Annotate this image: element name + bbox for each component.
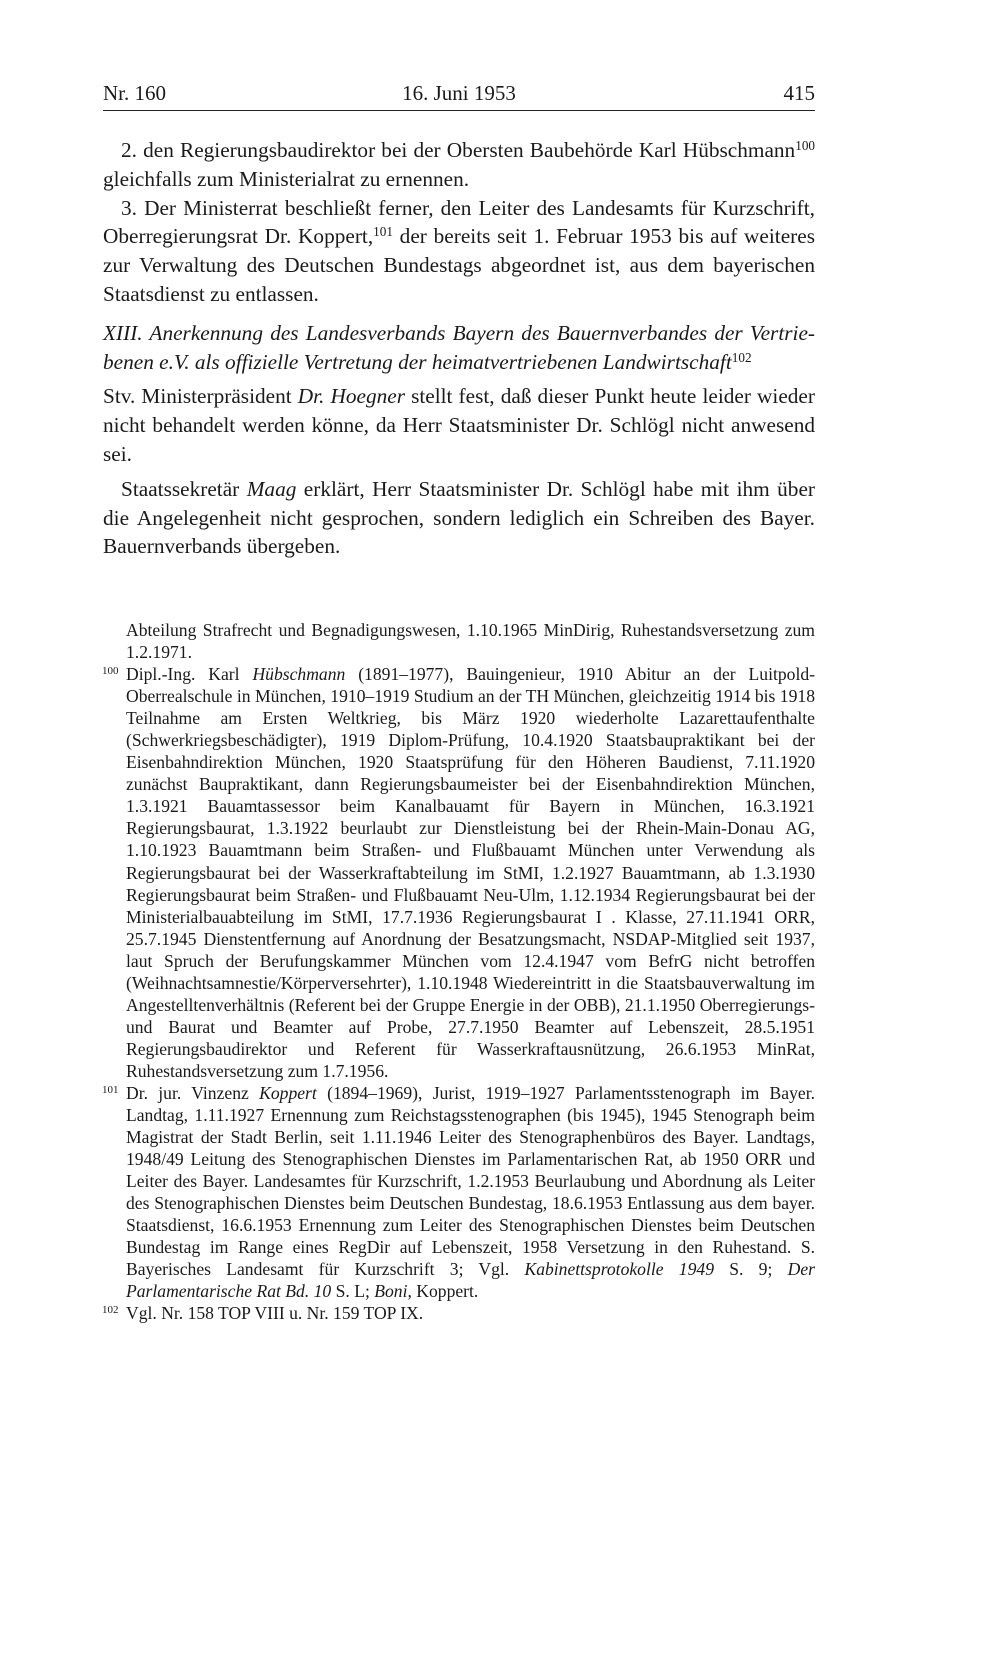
footnote-number: 102 — [102, 1304, 119, 1317]
header-date: 16. Juni 1953 — [402, 81, 516, 105]
paragraph-text: erklärt, Herr Staatsminister Dr. Schlögl habe mit ihm über die Angelegenheit nicht gesprochen, sondern lediglich ein Schreiben des Bayer. Bauernverbands übergeben. — [103, 476, 815, 559]
footnote-101 — [103, 1082, 815, 1302]
footnote-text: Vgl. Nr. 158 TOP VIII u. Nr. 159 TOP IX. — [126, 1303, 424, 1324]
paragraph-maag — [103, 475, 815, 561]
footnote-ref-101[interactable]: 101 — [373, 224, 393, 240]
document-page — [102, 78, 815, 1324]
footnote-102 — [103, 1302, 815, 1324]
person-name: Koppert — [259, 1082, 317, 1103]
page-number: 415 — [783, 81, 815, 105]
paragraph-item-3 — [103, 194, 815, 309]
footnote-continued: Abteilung Strafrecht und Begnadigungswesen, 1.10.1965 MinDirig, Ruhestandsversetzung zum 1.2.1971. — [126, 620, 815, 663]
paragraph-hoegner — [103, 382, 815, 468]
footnote-text: (1894–1969), Jurist, 1919–1927 Parlamentsstenograph im Bayer. Landtag, 1.11.1927 Ernennung zum Reichstagsstenographen (bis 1945), 1945 Stenograph beim Magistrat der Stadt Berlin, seit 1.11.1946 Leiter des Stenographenbüros des Bayer. Landtags, 1948/49 Leitung des Stenographischen Dienstes im Parlamentarischen Rat, ab 1950 ORR und Leiter des Bayer. Landesamtes für Kurzschrift, 1.2.1953 Beurlaubung und Abordnung als Leiter des Stenographischen Dienstes beim Deutschen Bundestag, 18.6.1953 Entlassung aus dem bayer. Staatsdienst, 16.6.1953 Ernennung zum Leiter des Stenographischen Dienstes beim Deutschen Bundestag im Range eines RegDir auf Lebenszeit, 1958 Versetzung in den Ruhestand. S. Bayerisches Landesamt für Kurzschrift 3; Vgl. — [126, 1082, 815, 1280]
person-name: Maag — [246, 476, 297, 501]
paragraph-item-2 — [103, 136, 815, 194]
footnote-ref-102[interactable]: 102 — [731, 349, 752, 365]
running-header — [103, 78, 815, 108]
document-number: Nr. 160 — [103, 81, 166, 105]
footnote-ref-100[interactable]: 100 — [795, 137, 815, 153]
person-name: Hübschmann — [252, 664, 346, 685]
paragraph-text: 3. Der Ministerrat beschließt ferner, den Leiter des Landesamts für Kurzschrift, Oberregierungsrat Dr. Koppert, — [103, 195, 815, 249]
paragraph-text: 2. den Regierungsbaudirektor bei der Obersten Baubehörde Karl Hübschmann — [121, 138, 796, 162]
paragraph-text: der bereits seit 1. Februar 1953 bis auf weiteres zur Verwaltung des Deutschen Bundestags abgeordnet ist, aus dem bayerischen Staatsdienst zu entlassen. — [103, 224, 815, 306]
footnote-number: 101 — [102, 1083, 119, 1096]
footnote-text: Dipl.-Ing. Karl — [126, 664, 253, 685]
paragraph-text: Stv. Ministerpräsident — [103, 384, 298, 409]
main-text — [103, 136, 815, 561]
footnote-text: , Koppert. — [407, 1281, 479, 1302]
citation-title: Kabinettsprotokolle 1949 — [524, 1259, 714, 1280]
footnote-100 — [103, 663, 815, 1082]
citation-title: Der Parlamentarische Rat Bd. 10 — [126, 1259, 815, 1302]
footnote-number: 100 — [102, 665, 119, 678]
footnote-text: (1891–1977), Bauingenieur, 1910 Abitur an der Luitpold-Oberrealschule in München, 1910–1919 Studium an der TH München, gleichzeitig 1914 bis 1918 Teilnahme am Ersten Weltkrieg, bis März 1920 wiederholte Lazarettaufenthalte (Schwerkriegsbeschädigter), 1919 Diplom-Prüfung, 10.4.1920 Staatsbaupraktikant bei der Eisenbahndirektion München, 1920 Staatsprüfung für den Höheren Baudienst, 7.11.1920 zunächst Baupraktikant, dann Regierungsbaumeister bei der Eisenbahndirektion München, 1.3.1921 Bauamtassessor beim Kanalbauamt für Bayern in München, 16.3.1921 Regierungsbaurat, 1.3.1922 beurlaubt zur Dienstleistung bei der Rhein-Main-Donau AG, 1.10.1923 Bauamtmann beim Straßen- und Flußbauamt München unter Verwendung als Regierungsbaurat bei der Wasserkraftabteilung im StMI, 1.2.1927 Bauamtmann, ab 1.3.1930 Regierungsbaurat beim Straßen- und Flußbauamt Neu-Ulm, 1.12.1934 Regierungsbaurat bei der Ministerialbauabteilung im StMI, 17.7.1936 Regierungsbaurat I . Klasse, 27.11.1941 ORR, 25.7.1945 Dienstentfernung auf Anordnung der Besatzungsmacht, NSDAP-Mitglied seit 1937, laut Spruch der Berufungskammer München vom 12.4.1947 vom BefrG nicht betroffen (Weihnachtsamnestie/Körperversehrter), 1.10.1948 Wiedereintritt in die Staatsbauverwaltung im Angestelltenverhältnis (Referent bei der Gruppe Energie in der OBB), 21.1.1950 Oberregierungs- und Baurat und Beamter auf Probe, 27.7.1950 Beamter auf Lebenszeit, 28.5.1951 Regierungsbaudirektor und Referent für Wasserkraftausnützung, 26.6.1953 MinRat, Ruhestandsversetzung zum 1.7.1956. — [126, 664, 815, 1081]
footnote-text: Dr. jur. Vinzenz — [126, 1082, 260, 1103]
footnote-text: S. 9; — [714, 1259, 788, 1280]
footnotes — [103, 619, 815, 1325]
paragraph-text: gleichfalls zum Ministerialrat zu ernennen. — [103, 166, 470, 191]
paragraph-text: stellt fest, daß dieser Punkt heute leider wieder nicht behandelt werden könne, da Herr Staatsminister Dr. Schlögl nicht anwesend sei. — [103, 384, 815, 466]
section-heading — [103, 319, 815, 377]
paragraph-text: Staatssekretär — [121, 476, 247, 501]
citation-author: Boni — [374, 1281, 408, 1302]
header-rule — [103, 110, 815, 111]
person-name: Dr. Hoegner — [297, 384, 405, 409]
footnote-text: S. L; — [331, 1281, 375, 1302]
section-title: XIII. Anerkennung des Landesverbands Bayern des Bauernverbandes der Vertriebenen e.V. als offizielle Vertretung der heimatvertriebenen Landwirtschaft — [103, 320, 815, 374]
